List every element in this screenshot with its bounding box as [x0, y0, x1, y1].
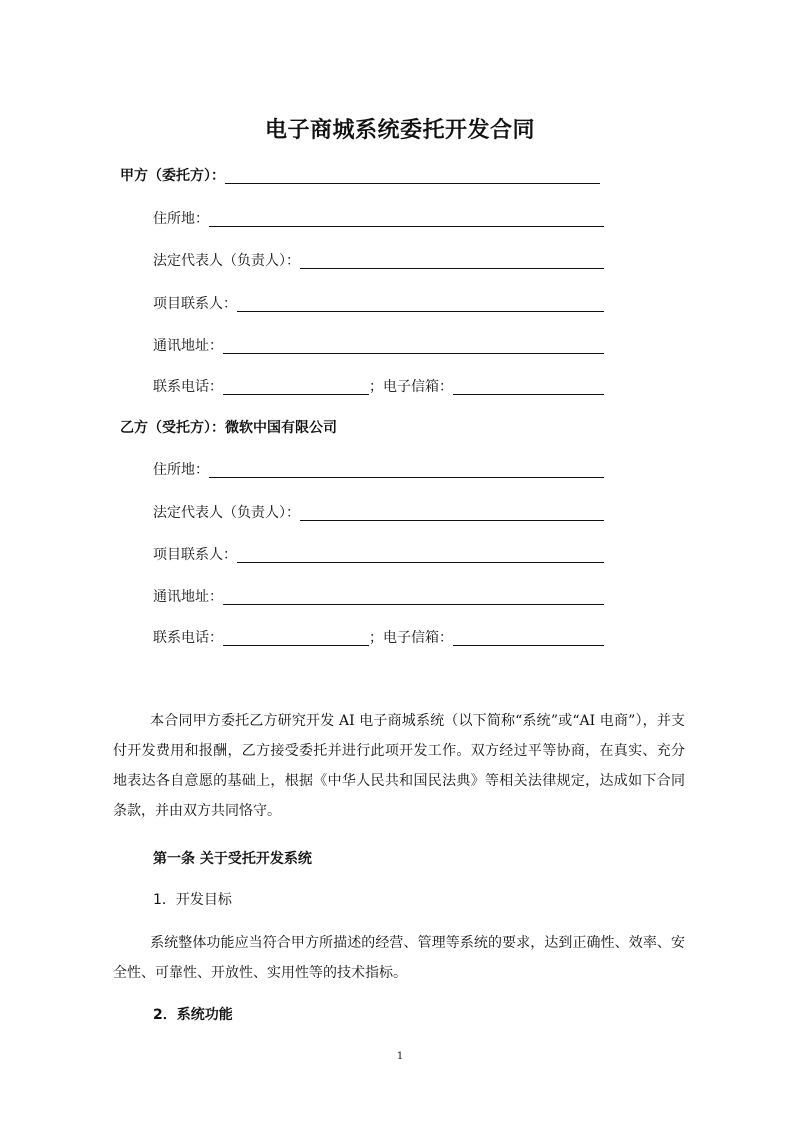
party-b-phone-blank[interactable]	[223, 629, 369, 646]
item-1-body: 系统整体功能应当符合甲方所描述的经营、管理等系统的要求，达到正确性、效率、安全性、可靠性、开放性、实用性等的技术指标。	[113, 935, 685, 981]
page-number: 1	[396, 1051, 404, 1062]
preamble-paragraph: 本合同甲方委托乙方研究开发 AI 电子商城系统（以下简称“系统”或“AI 电商”），并支付开发费用和报酬，乙方接受委托并进行此项开发工作。双方经过平等协商，在真实、充分地表达各自意愿的基础上，根据《中华人民共和国民法典》等相关法律规定，达成如下合同条款，并由双方共同恪守。	[113, 713, 685, 819]
party-b-address-row	[153, 461, 604, 479]
party-b-email-blank[interactable]	[453, 629, 604, 646]
party-a-address-blank[interactable]	[209, 210, 604, 227]
party-a-contact-blank[interactable]	[237, 295, 604, 312]
party-a-phone-blank[interactable]	[223, 378, 369, 395]
party-b-legal-rep-blank[interactable]	[300, 504, 604, 521]
party-a-phone-email-row	[153, 378, 604, 396]
party-b-heading-row	[120, 419, 600, 437]
party-a-heading-row	[120, 167, 600, 185]
party-b-mail-address-blank[interactable]	[223, 588, 604, 605]
party-b-address-blank[interactable]	[209, 461, 604, 478]
party-b-phone-label: 联系电话：	[153, 630, 223, 646]
party-a-legal-rep-label: 法定代表人（负责人）：	[153, 253, 300, 269]
party-b-contact-row	[153, 546, 604, 564]
party-a-contact-row	[153, 295, 604, 313]
party-b-mail-address-row	[153, 588, 604, 606]
party-a-email-blank[interactable]	[453, 378, 604, 395]
party-a-contact-label: 项目联系人：	[153, 296, 237, 312]
party-a-name-blank[interactable]	[225, 167, 600, 184]
party-b-legal-rep-label: 法定代表人（负责人）：	[153, 505, 300, 521]
party-b-heading: 乙方（受托方）：微软中国有限公司	[120, 420, 337, 436]
party-a-email-label: ；电子信箱：	[369, 379, 453, 395]
party-b-address-label: 住所地：	[153, 462, 209, 478]
party-a-heading: 甲方（委托方）：	[120, 168, 225, 184]
party-a-phone-label: 联系电话：	[153, 379, 223, 395]
contract-title: 电子商城系统委托开发合同	[264, 118, 535, 143]
party-b-contact-blank[interactable]	[237, 546, 604, 563]
party-a-address-row	[153, 210, 604, 228]
party-b-legal-rep-row	[153, 504, 604, 522]
article-1-title: 第一条 关于受托开发系统	[153, 851, 312, 867]
item-2-title: 2．系统功能	[153, 1007, 233, 1023]
party-b-phone-email-row	[153, 629, 604, 647]
party-b-contact-label: 项目联系人：	[153, 547, 237, 563]
party-a-mail-address-blank[interactable]	[223, 337, 604, 354]
party-a-legal-rep-blank[interactable]	[300, 252, 604, 269]
party-a-mail-address-label: 通讯地址：	[153, 338, 223, 354]
party-a-mail-address-row	[153, 337, 604, 355]
party-b-mail-address-label: 通讯地址：	[153, 589, 223, 605]
party-a-address-label: 住所地：	[153, 211, 209, 227]
party-b-email-label: ；电子信箱：	[369, 630, 453, 646]
party-a-legal-rep-row	[153, 252, 604, 270]
item-1-title: 1．开发目标	[153, 892, 232, 908]
